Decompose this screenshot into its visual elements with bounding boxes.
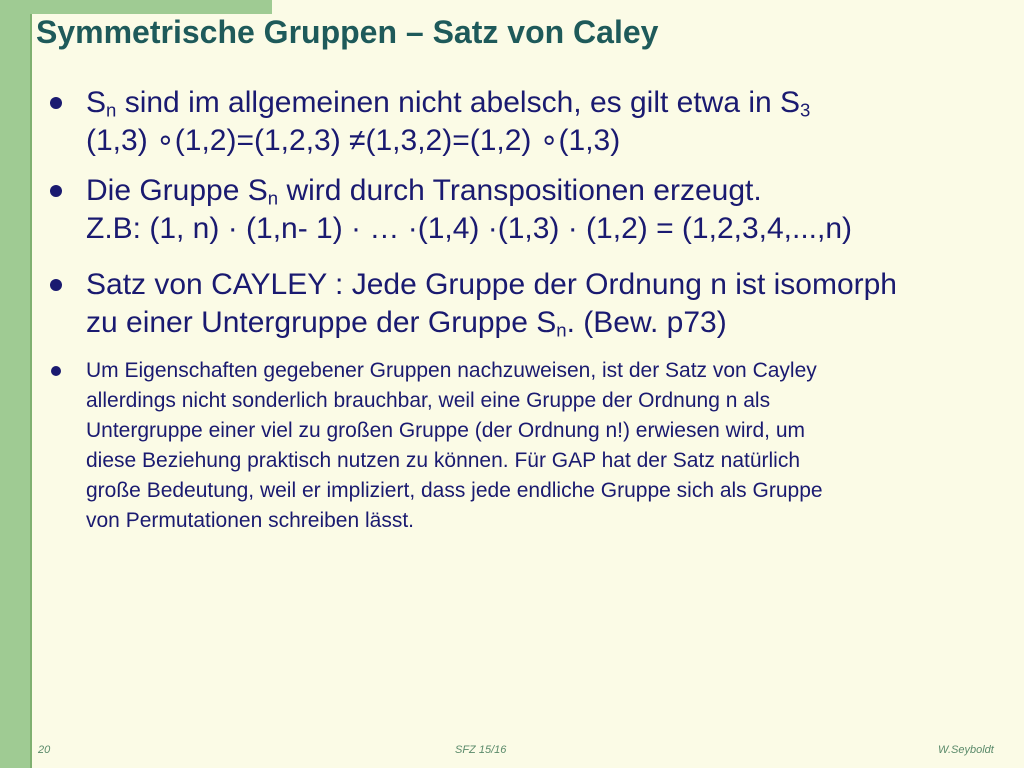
bullet-2-sub: n [267,187,279,209]
bullet-1-sub-b: 3 [800,99,811,121]
bullet-dot-icon [50,279,62,291]
bullet-3-text-b: . (Bew. p73) [566,306,727,339]
bullet-2-text-a: Die Gruppe S [86,174,268,207]
bullet-2-text-b: wird durch Transpositionen erzeugt. [278,174,762,207]
bullet-2-line-1 [86,172,852,210]
bullet-dot-icon [50,97,62,109]
bullet-dot-icon [51,366,61,376]
bullet-1-line-2: (1,3) ∘(1,2)=(1,2,3) ≠(1,3,2)=(1,2) ∘(1,3) [86,124,621,157]
bullet-4-line: von Permutationen schreiben lässt. [86,509,415,532]
bullet-1-line-1 [86,84,810,122]
bullet-4-line: Um Eigenschaften gegebener Gruppen nachzuweisen, ist der Satz von Cayley [86,359,817,382]
footer-author: W.Seyboldt [938,744,994,756]
bullet-3-line-1: Satz von CAYLEY : Jede Gruppe der Ordnung n ist isomorph [86,268,897,301]
bullet-4-line: diese Beziehung praktisch nutzen zu können. Für GAP hat der Satz natürlich [86,449,801,472]
left-decor-line [30,0,32,768]
bullet-2-line-2: Z.B: (1, n) · (1,n- 1) · … ·(1,4) ·(1,3) · (1,2) = (1,2,3,4,...,n) [86,212,853,245]
footer-page-number: 20 [38,744,51,756]
bullet-4-line: große Bedeutung, weil er impliziert, dass jede endliche Gruppe sich als Gruppe [86,479,823,502]
footer-center-label: SFZ 15/16 [455,744,507,756]
bullet-item-2 [86,172,852,248]
bullet-3-line-2 [86,304,897,342]
bullet-item-1 [86,84,810,160]
bullet-4-line: allerdings nicht sonderlich brauchbar, weil eine Gruppe der Ordnung n als [86,389,771,412]
top-decor-bar [0,0,272,14]
bullet-1-text-b: sind im allgemeinen nicht abelsch, es gilt etwa in S [116,86,801,119]
bullet-item-3 [86,266,897,342]
bullet-3-text-a: zu einer Untergruppe der Gruppe S [86,306,557,339]
bullet-3-sub: n [556,319,567,341]
bullet-item-4 [86,356,986,536]
bullet-1-text-a: S [86,86,107,119]
bullet-dot-icon [50,185,62,197]
bullet-1-sub-a: n [106,99,117,121]
bullet-4-line: Untergruppe einer viel zu großen Gruppe (der Ordnung n!) erwiesen wird, um [86,419,806,442]
slide-title: Symmetrische Gruppen – Satz von Caley [36,14,659,50]
left-decor-bar [0,0,30,768]
